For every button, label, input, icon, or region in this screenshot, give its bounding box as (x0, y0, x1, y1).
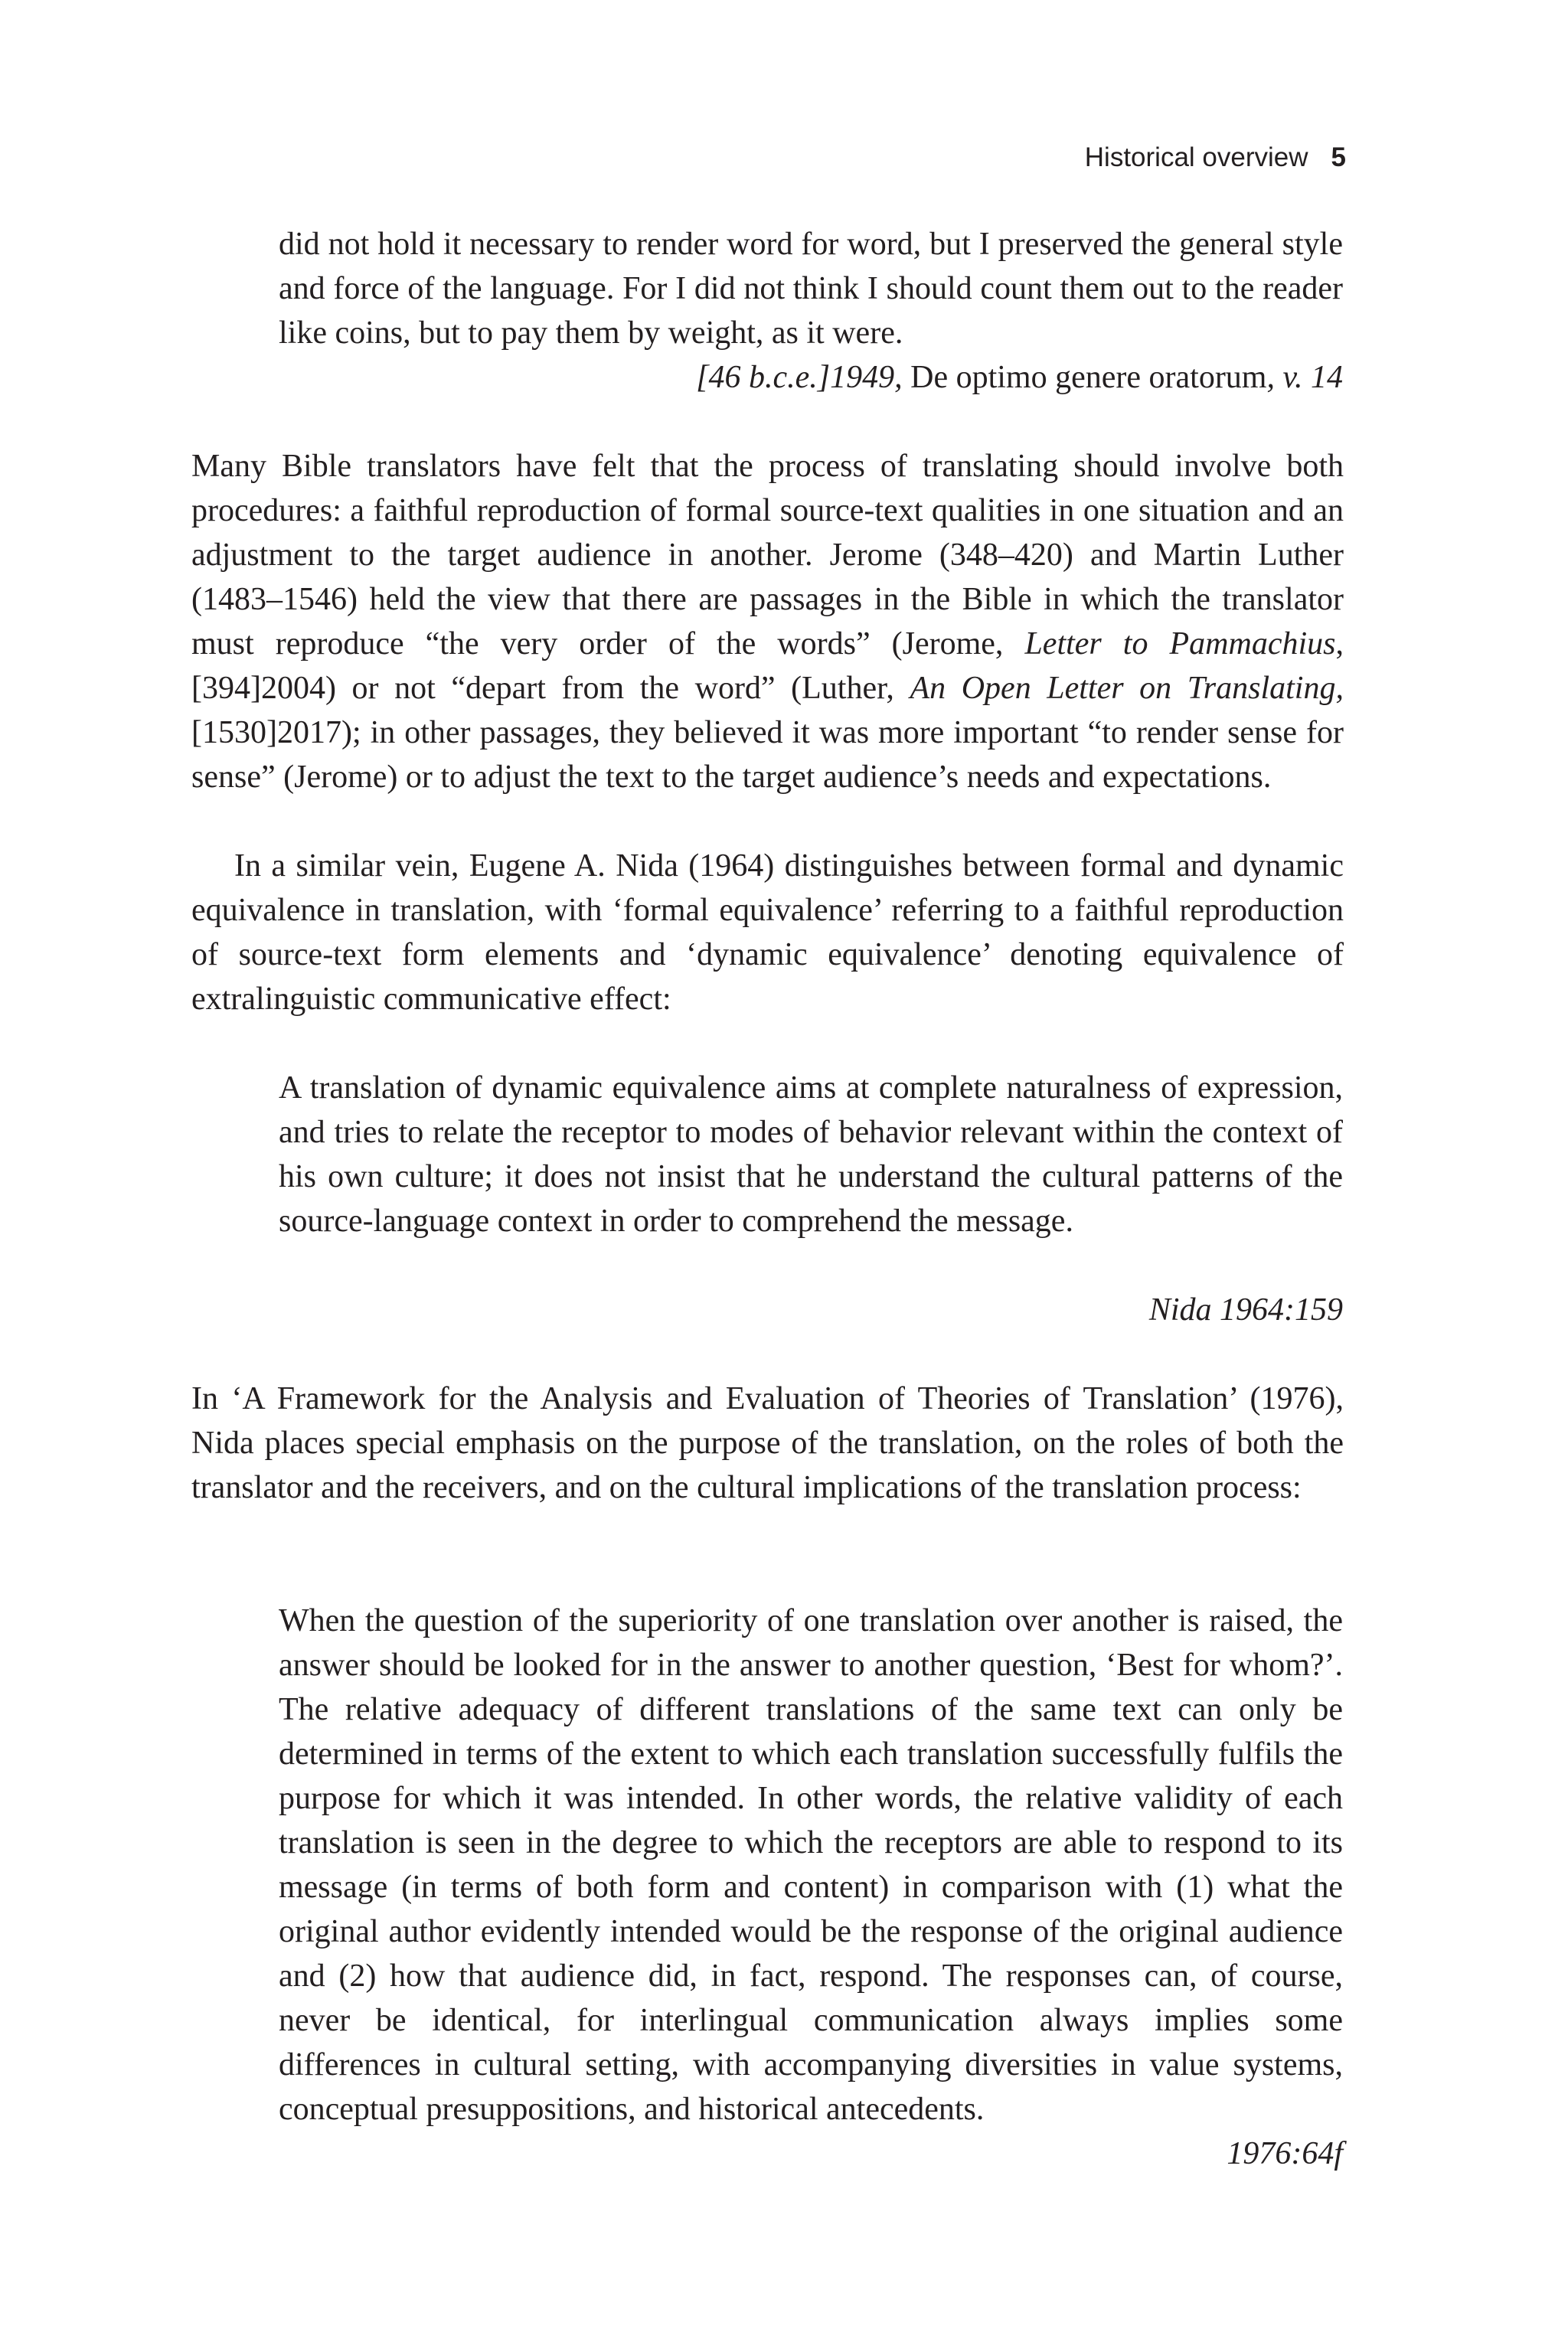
paragraph-text: , [394]2004) or not “depart from the word” (Luther, (191, 626, 1344, 706)
block-quote-nida-1964: A translation of dynamic equivalence aims at complete naturalness of expression, and tries to relate the receptor to modes of behavior relevant within the context of his own culture; it does not insist that he understand the cultural patterns of the source-language context in order to comprehend the message. (279, 1070, 1343, 1239)
paragraph-nida-1976: In ‘A Framework for the Analysis and Evaluation of Theories of Translation’ (1976), Nida places special emphasis on the purpose of the translation, on the roles of both the translator and the receivers, and on the cultural implications of the translation process: (191, 1381, 1344, 1505)
page-number: 5 (1331, 142, 1346, 172)
citation-cicero (696, 355, 1343, 400)
paragraph-text: [1530]2017); in other passages, they believed it was more important “to render sense for sense” (Jerome) or to adjust the text to the target audience’s needs and expectations. (191, 715, 1344, 795)
paragraph-text: Many Bible translators have felt that the process of translating should involve both procedures: a faithful reproduction of formal source-text qualities in one situation and an adjustment to the target audience in another. Jerome (348–420) and Martin Luther (1483–1546) held the view that there are passages in the Bible in which the translator must reproduce “the very order of the words” (Jerome, (191, 449, 1344, 662)
citation-nida-1976: 1976:64f (1227, 2136, 1343, 2171)
work-title-pammachius: Letter to Pammachius (1024, 626, 1336, 662)
citation-date: [46 b.c.e.]1949, (696, 360, 903, 395)
block-quote-nida-1976: When the question of the superiority of one translation over another is raised, the answer should be looked for in the answer to another question, ‘Best for whom?’. The relative adequacy of different translations of the same text can only be determined in terms of the extent to which each translation successfully fulfils the purpose for which it was intended. In other words, the relative validity of each translation is seen in the degree to which the receptors are able to respond to its message (in terms of both form and content) in comparison with (1) what the original author evidently intended would be the response of the original audience and (2) how that audience did, in fact, respond. The responses can, of course, never be identical, for interlingual communication always implies some differences in cultural setting, with accompanying diversities in value systems, conceptual presuppositions, and historical antecedents. (279, 1603, 1343, 2127)
work-title-open-letter: An Open Letter on Translating, (910, 671, 1344, 706)
citation-title: De optimo genere oratorum (910, 360, 1267, 395)
section-title: Historical overview (1084, 142, 1308, 172)
running-head (1085, 142, 1346, 173)
paragraph-nida-1964: In a similar vein, Eugene A. Nida (1964) distinguishes between formal and dynamic equivalence in translation, with ‘formal equivalence’ referring to a faithful reproduction of source-text form elements and ‘dynamic equivalence’ denoting equivalence of extralinguistic communicative effect: (191, 848, 1344, 1017)
citation-ref: , v. 14 (1266, 360, 1343, 395)
citation-nida-1964: Nida 1964:159 (1148, 1292, 1343, 1328)
block-quote-cicero: did not hold it necessary to render word for word, but I preserved the general style and force of the language. For I did not think I should count them out to the reader like coins, but to pay them by weight, as it were. (279, 227, 1343, 351)
paragraph-bible-translators (191, 444, 1344, 799)
